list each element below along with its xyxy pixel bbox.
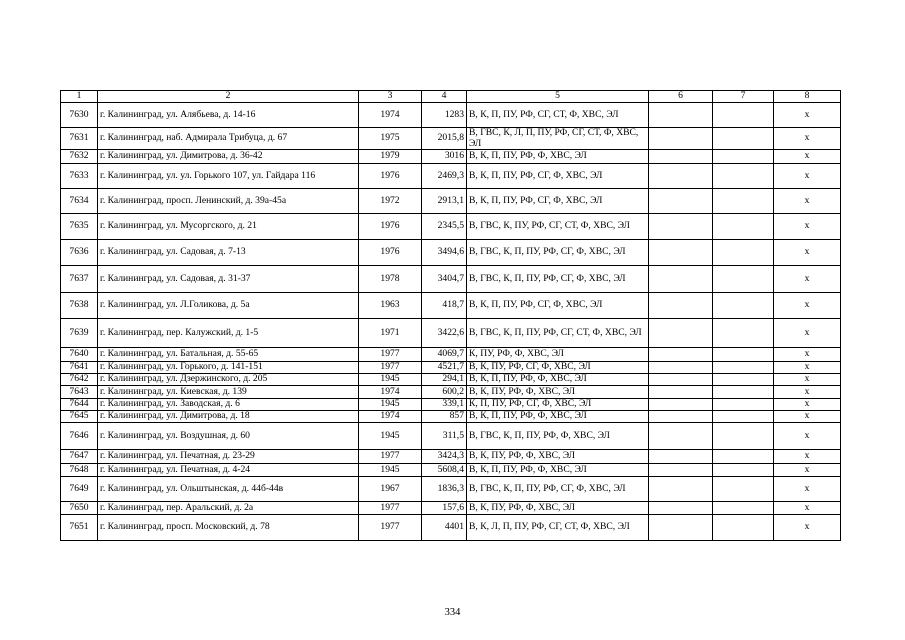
row-number: 7630 [61, 103, 98, 128]
address-cell: г. Калининград, ул. Мусоргского, д. 21 [98, 214, 359, 240]
address-cell: г. Калининград, ул. Алябьева, д. 14-16 [98, 103, 359, 128]
area-cell: 418,7 [422, 293, 467, 319]
area-cell: 3494,6 [422, 240, 467, 266]
column-6-cell [649, 374, 713, 386]
address-cell: г. Калининград, ул. Л.Голикова, д. 5а [98, 293, 359, 319]
column-6-cell [649, 319, 713, 348]
table-row [61, 399, 841, 411]
services-cell: В, ГВС, К, Л, П, ПУ, РФ, СГ, СТ, Ф, ХВС, ЭЛ [467, 128, 649, 150]
year-cell: 1974 [359, 386, 422, 399]
table-row [61, 348, 841, 362]
address-cell: г. Калининград, просп. Московский, д. 78 [98, 515, 359, 541]
table-row [61, 362, 841, 374]
column-6-cell [649, 128, 713, 150]
column-header-6: 6 [649, 91, 713, 103]
column-6-cell [649, 150, 713, 164]
column-header-8: 8 [774, 91, 841, 103]
column-8-cell: х [774, 128, 841, 150]
column-6-cell [649, 450, 713, 464]
address-cell: г. Калининград, ул. Печатная, д. 23-29 [98, 450, 359, 464]
address-cell: г. Калининград, просп. Ленинский, д. 39а-45а [98, 189, 359, 214]
area-cell: 1283 [422, 103, 467, 128]
column-6-cell [649, 103, 713, 128]
address-cell: г. Калининград, ул. Печатная, д. 4-24 [98, 464, 359, 477]
column-7-cell [713, 362, 774, 374]
column-6-cell [649, 214, 713, 240]
column-7-cell [713, 411, 774, 423]
row-number: 7642 [61, 374, 98, 386]
table-row [61, 164, 841, 189]
year-cell: 1977 [359, 348, 422, 362]
column-7-cell [713, 214, 774, 240]
address-cell: г. Калининград, наб. Адмирала Трибуца, д. 67 [98, 128, 359, 150]
column-8-cell: х [774, 450, 841, 464]
table-row [61, 214, 841, 240]
column-8-cell: х [774, 411, 841, 423]
row-number: 7633 [61, 164, 98, 189]
services-cell: В, К, Л, П, ПУ, РФ, СГ, СТ, Ф, ХВС, ЭЛ [467, 515, 649, 541]
row-number: 7639 [61, 319, 98, 348]
column-6-cell [649, 386, 713, 399]
table-row [61, 450, 841, 464]
services-cell: В, ГВС, К, П, ПУ, РФ, СГ, СТ, Ф, ХВС, ЭЛ [467, 319, 649, 348]
column-6-cell [649, 423, 713, 450]
year-cell: 1978 [359, 266, 422, 293]
column-6-cell [649, 348, 713, 362]
column-7-cell [713, 386, 774, 399]
table-row [61, 502, 841, 515]
address-cell: г. Калининград, пер. Калужский, д. 1-5 [98, 319, 359, 348]
area-cell: 339,1 [422, 399, 467, 411]
column-7-cell [713, 374, 774, 386]
page-number: 334 [444, 607, 461, 618]
services-cell: В, К, П, ПУ, РФ, СГ, Ф, ХВС, ЭЛ [467, 164, 649, 189]
services-cell: В, К, П, ПУ, РФ, Ф, ХВС, ЭЛ [467, 411, 649, 423]
column-8-cell: х [774, 240, 841, 266]
address-cell: г. Калининград, ул. Заводская, д. 6 [98, 399, 359, 411]
row-number: 7640 [61, 348, 98, 362]
address-cell: г. Калининград, ул. Димитрова, д. 36-42 [98, 150, 359, 164]
services-cell: В, К, П, ПУ, РФ, Ф, ХВС, ЭЛ [467, 150, 649, 164]
column-header-4: 4 [422, 91, 467, 103]
column-6-cell [649, 266, 713, 293]
row-number: 7645 [61, 411, 98, 423]
year-cell: 1976 [359, 214, 422, 240]
housing-register-table [60, 90, 841, 541]
address-cell: г. Калининград, пер. Аральский, д. 2а [98, 502, 359, 515]
column-6-cell [649, 502, 713, 515]
table-row [61, 319, 841, 348]
row-number: 7634 [61, 189, 98, 214]
services-cell: В, К, ПУ, РФ, Ф, ХВС, ЭЛ [467, 386, 649, 399]
table-row [61, 477, 841, 502]
column-7-cell [713, 502, 774, 515]
column-8-cell: х [774, 515, 841, 541]
column-6-cell [649, 293, 713, 319]
area-cell: 5608,4 [422, 464, 467, 477]
column-8-cell: х [774, 164, 841, 189]
year-cell: 1974 [359, 411, 422, 423]
services-cell: В, К, ПУ, РФ, Ф, ХВС, ЭЛ [467, 450, 649, 464]
area-cell: 157,6 [422, 502, 467, 515]
column-7-cell [713, 150, 774, 164]
table-row [61, 515, 841, 541]
services-cell: В, К, П, ПУ, РФ, Ф, ХВС, ЭЛ [467, 464, 649, 477]
area-cell: 3422,6 [422, 319, 467, 348]
column-7-cell [713, 464, 774, 477]
services-cell: К, П, ПУ, РФ, СГ, Ф, ХВС, ЭЛ [467, 399, 649, 411]
column-7-cell [713, 399, 774, 411]
column-8-cell: х [774, 103, 841, 128]
address-cell: г. Калининград, ул. Воздушная, д. 60 [98, 423, 359, 450]
row-number: 7635 [61, 214, 98, 240]
area-cell: 1836,3 [422, 477, 467, 502]
address-cell: г. Калининград, ул. Батальная, д. 55-65 [98, 348, 359, 362]
column-6-cell [649, 515, 713, 541]
column-8-cell: х [774, 502, 841, 515]
services-cell: В, ГВС, К, П, ПУ, РФ, СГ, Ф, ХВС, ЭЛ [467, 240, 649, 266]
area-cell: 4069,7 [422, 348, 467, 362]
address-cell: г. Калининград, ул. ул. Горького 107, ул. Гайдара 116 [98, 164, 359, 189]
area-cell: 2913,1 [422, 189, 467, 214]
table-row [61, 293, 841, 319]
services-cell: К, ПУ, РФ, Ф, ХВС, ЭЛ [467, 348, 649, 362]
column-8-cell: х [774, 374, 841, 386]
address-cell: г. Калининград, ул. Димитрова, д. 18 [98, 411, 359, 423]
address-cell: г. Калининград, ул. Дзержинского, д. 205 [98, 374, 359, 386]
column-8-cell: х [774, 214, 841, 240]
year-cell: 1945 [359, 399, 422, 411]
address-cell: г. Калининград, ул. Садовая, д. 7-13 [98, 240, 359, 266]
column-8-cell: х [774, 293, 841, 319]
table-row [61, 423, 841, 450]
column-header-7: 7 [713, 91, 774, 103]
row-number: 7647 [61, 450, 98, 464]
column-header-1: 1 [61, 91, 98, 103]
column-7-cell [713, 293, 774, 319]
services-cell: В, К, П, ПУ, РФ, СГ, СТ, Ф, ХВС, ЭЛ [467, 103, 649, 128]
column-8-cell: х [774, 423, 841, 450]
services-cell: В, К, ПУ, РФ, Ф, ХВС, ЭЛ [467, 502, 649, 515]
address-cell: г. Калининград, ул. Киевская, д. 139 [98, 386, 359, 399]
column-7-cell [713, 103, 774, 128]
year-cell: 1976 [359, 164, 422, 189]
table-row [61, 464, 841, 477]
row-number: 7636 [61, 240, 98, 266]
year-cell: 1979 [359, 150, 422, 164]
services-cell: В, ГВС, К, П, ПУ, РФ, СГ, Ф, ХВС, ЭЛ [467, 477, 649, 502]
year-cell: 1977 [359, 515, 422, 541]
area-cell: 2469,3 [422, 164, 467, 189]
row-number: 7648 [61, 464, 98, 477]
column-7-cell [713, 319, 774, 348]
column-8-cell: х [774, 319, 841, 348]
area-cell: 3424,3 [422, 450, 467, 464]
row-number: 7638 [61, 293, 98, 319]
column-8-cell: х [774, 362, 841, 374]
services-cell: В, ГВС, К, ПУ, РФ, СГ, СТ, Ф, ХВС, ЭЛ [467, 214, 649, 240]
column-7-cell [713, 189, 774, 214]
row-number: 7643 [61, 386, 98, 399]
area-cell: 2345,5 [422, 214, 467, 240]
services-cell: В, ГВС, К, П, ПУ, РФ, Ф, ХВС, ЭЛ [467, 423, 649, 450]
column-7-cell [713, 348, 774, 362]
column-7-cell [713, 423, 774, 450]
row-number: 7641 [61, 362, 98, 374]
row-number: 7649 [61, 477, 98, 502]
table-row [61, 189, 841, 214]
year-cell: 1976 [359, 240, 422, 266]
address-cell: г. Калининград, ул. Горького, д. 141-151 [98, 362, 359, 374]
year-cell: 1945 [359, 464, 422, 477]
area-cell: 600,2 [422, 386, 467, 399]
year-cell: 1977 [359, 502, 422, 515]
column-8-cell: х [774, 266, 841, 293]
row-number: 7651 [61, 515, 98, 541]
header-row [61, 91, 841, 103]
column-8-cell: х [774, 386, 841, 399]
row-number: 7632 [61, 150, 98, 164]
table-row [61, 103, 841, 128]
column-header-5: 5 [467, 91, 649, 103]
column-8-cell: х [774, 189, 841, 214]
year-cell: 1945 [359, 374, 422, 386]
services-cell: В, К, ПУ, РФ, СГ, Ф, ХВС, ЭЛ [467, 362, 649, 374]
year-cell: 1974 [359, 103, 422, 128]
table-row [61, 411, 841, 423]
area-cell: 3404,7 [422, 266, 467, 293]
column-6-cell [649, 189, 713, 214]
table-row [61, 128, 841, 150]
services-cell: В, К, П, ПУ, РФ, СГ, Ф, ХВС, ЭЛ [467, 189, 649, 214]
column-6-cell [649, 477, 713, 502]
year-cell: 1977 [359, 362, 422, 374]
column-6-cell [649, 240, 713, 266]
column-7-cell [713, 477, 774, 502]
year-cell: 1945 [359, 423, 422, 450]
column-7-cell [713, 240, 774, 266]
column-6-cell [649, 399, 713, 411]
address-cell: г. Калининград, ул. Ольштынская, д. 44б-44в [98, 477, 359, 502]
column-6-cell [649, 464, 713, 477]
row-number: 7650 [61, 502, 98, 515]
year-cell: 1975 [359, 128, 422, 150]
table-row [61, 386, 841, 399]
column-6-cell [649, 164, 713, 189]
column-8-cell: х [774, 464, 841, 477]
table-row [61, 240, 841, 266]
column-8-cell: х [774, 348, 841, 362]
area-cell: 857 [422, 411, 467, 423]
column-header-2: 2 [98, 91, 359, 103]
column-8-cell: х [774, 399, 841, 411]
table-row [61, 150, 841, 164]
area-cell: 311,5 [422, 423, 467, 450]
row-number: 7637 [61, 266, 98, 293]
column-7-cell [713, 164, 774, 189]
column-6-cell [649, 362, 713, 374]
column-7-cell [713, 128, 774, 150]
services-cell: В, К, П, ПУ, РФ, Ф, ХВС, ЭЛ [467, 374, 649, 386]
column-7-cell [713, 450, 774, 464]
area-cell: 4401 [422, 515, 467, 541]
column-header-3: 3 [359, 91, 422, 103]
area-cell: 3016 [422, 150, 467, 164]
year-cell: 1972 [359, 189, 422, 214]
column-8-cell: х [774, 477, 841, 502]
column-8-cell: х [774, 150, 841, 164]
row-number: 7644 [61, 399, 98, 411]
area-cell: 4521,7 [422, 362, 467, 374]
services-cell: В, К, П, ПУ, РФ, СГ, Ф, ХВС, ЭЛ [467, 293, 649, 319]
services-cell: В, ГВС, К, П, ПУ, РФ, СГ, Ф, ХВС, ЭЛ [467, 266, 649, 293]
column-6-cell [649, 411, 713, 423]
year-cell: 1977 [359, 450, 422, 464]
year-cell: 1971 [359, 319, 422, 348]
row-number: 7631 [61, 128, 98, 150]
year-cell: 1967 [359, 477, 422, 502]
column-7-cell [713, 515, 774, 541]
table-row [61, 266, 841, 293]
year-cell: 1963 [359, 293, 422, 319]
column-7-cell [713, 266, 774, 293]
row-number: 7646 [61, 423, 98, 450]
table-row [61, 374, 841, 386]
area-cell: 294,1 [422, 374, 467, 386]
address-cell: г. Калининград, ул. Садовая, д. 31-37 [98, 266, 359, 293]
area-cell: 2015,8 [422, 128, 467, 150]
